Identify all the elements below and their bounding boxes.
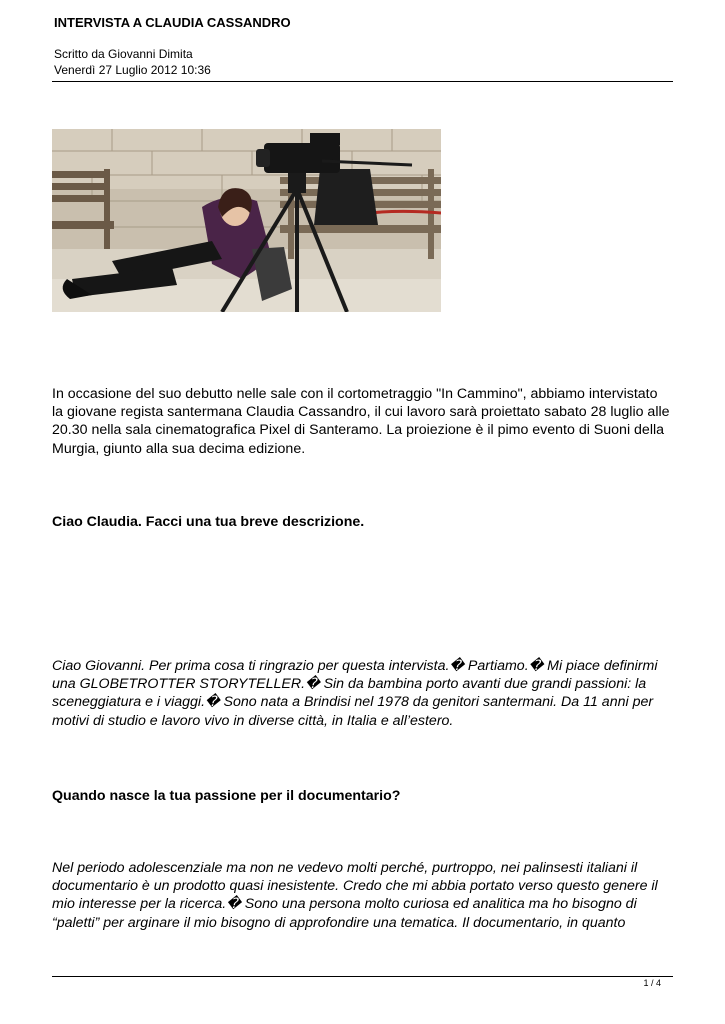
date-line: Venerdì 27 Luglio 2012 10:36 xyxy=(54,63,211,77)
intro-paragraph: In occasione del suo debutto nelle sale con il cortometraggio "In Cammino", abbiamo intervistato la giovane regista santermana Claudia Cassandro, il cui lavoro sarà proiettato sabato 28 luglio alle 20.30 nella sala cinematografica Pixel di Santeramo. La proiezione è il pimo evento di Suoni della Murgia, giunto alla sua decima edizione. xyxy=(52,386,670,457)
footer-divider xyxy=(52,976,673,977)
header-divider xyxy=(52,81,673,82)
answer-2: Nel periodo adolescenziale ma non ne vedevo molti perché, purtroppo, nei palinsesti italiani il documentario è un prodotto quasi inesistente. Credo che mi abbia portato verso questo genere il mio interesse per la ricerca.� Sono una persona molto curiosa ed analitica ma ho bisogno di “paletti” per arginare il mio bisogno di approfondire una tematica. Il documentario, in quanto xyxy=(52,860,658,931)
article-photo xyxy=(52,129,441,312)
page-number: 1 / 4 xyxy=(643,978,661,988)
author-line: Scritto da Giovanni Dimita xyxy=(54,47,193,61)
answer-1: Ciao Giovanni. Per prima cosa ti ringrazio per questa intervista.� Partiamo.� Mi piace definirmi una GLOBETROTTER STORYTELLER.� Sin da bambina porto avanti due grandi passioni: la sceneggiatura e i viaggi.� Sono nata a Brindisi nel 1978 da genitori santermani. Da 11 anni per motivi di studio e lavoro vivo in diverse città, in Italia e all’estero. xyxy=(52,658,658,729)
document-title: INTERVISTA A CLAUDIA CASSANDRO xyxy=(54,15,291,30)
question-2: Quando nasce la tua passione per il documentario? xyxy=(52,788,401,804)
question-1: Ciao Claudia. Facci una tua breve descrizione. xyxy=(52,514,365,530)
